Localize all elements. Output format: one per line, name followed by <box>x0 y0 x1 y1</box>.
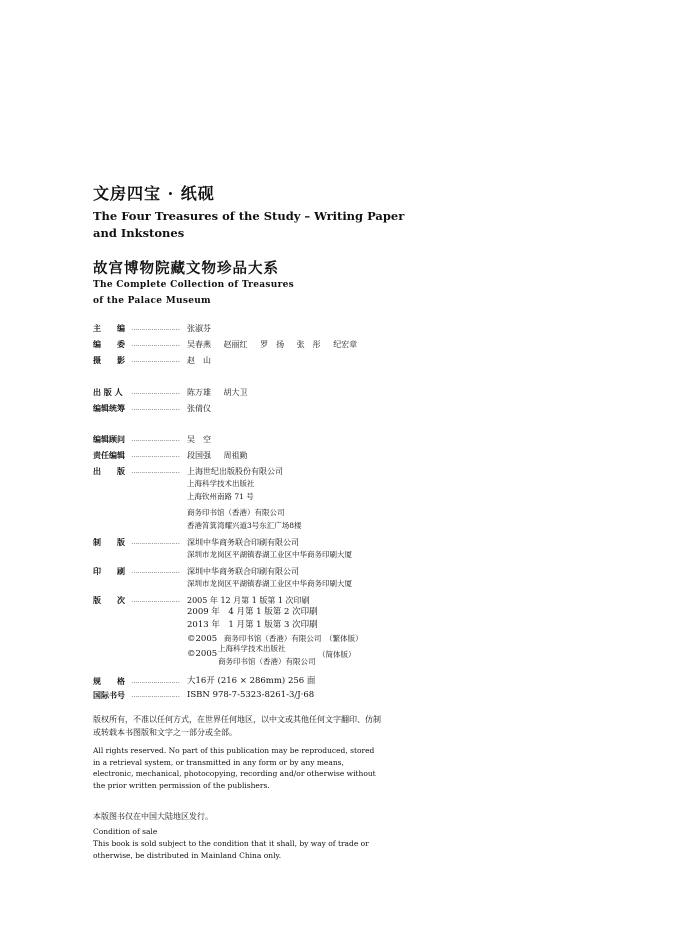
publisher-name: 胡大卫 <box>223 388 248 397</box>
leader-dots: …………………… <box>131 340 179 348</box>
book-title-chinese: 文房四宝 · 纸砚 <box>93 184 215 203</box>
sale-condition-text: This book is sold subject to the condition that it shall, by way of trade or otherwise, be distributed in Mainland China only. <box>93 839 369 860</box>
leader-dots: …………………… <box>131 356 179 364</box>
copyright-holder: 商务印书馆（香港）有限公司 （繁体版） <box>223 634 363 643</box>
credit-label: 规 格 <box>93 676 125 686</box>
leader-dots: …………………… <box>131 677 179 685</box>
credit-label: 编 委 <box>93 339 125 349</box>
leader-dots: …………………… <box>131 404 179 412</box>
credit-label: 制 版 <box>93 537 125 547</box>
leader-dots: …………………… <box>131 388 179 396</box>
publisher-2-name: 商务印书馆（香港）有限公司 <box>187 508 285 517</box>
board-member: 赵丽红 <box>223 340 248 349</box>
book-title-english-line2: and Inkstones <box>93 226 185 240</box>
credit-chief-editor <box>93 321 211 336</box>
leader-dots: …………………… <box>131 567 179 575</box>
credit-label: 国际书号 <box>93 690 125 700</box>
series-title-english-line2: of the Palace Museum <box>93 296 211 306</box>
board-member: 张 彤 <box>296 340 321 349</box>
credit-label: 责任编辑 <box>93 450 125 460</box>
credit-value <box>187 385 258 400</box>
leader-dots: …………………… <box>131 451 179 459</box>
credit-label: 版 次 <box>93 595 125 605</box>
copyright-notice-chinese: 版权所有，不准以任何方式，在世界任何地区，以中文或其他任何文字翻印、仿制或转载本书图版和文字之一部分或全部。 <box>93 715 381 737</box>
leader-dots: …………………… <box>131 435 179 443</box>
board-member: 纪宏章 <box>333 340 358 349</box>
board-member: 罗 扬 <box>260 340 285 349</box>
credit-value: 深圳中华商务联合印刷有限公司 <box>187 538 299 547</box>
publisher-2-address: 香港筲箕湾耀兴道3号东汇广场8楼 <box>187 521 302 530</box>
credit-value: 大16开 (216 × 286mm) 256 面 <box>187 676 316 686</box>
credit-publishing <box>93 464 283 479</box>
credit-coordination <box>93 401 211 416</box>
editor-name: 段国强 <box>187 451 211 460</box>
series-title-english-line1: The Complete Collection of Treasures <box>93 280 295 290</box>
publisher-name: 陈万雄 <box>187 388 211 397</box>
credit-value: ISBN 978-7-5323-8261-3/J·68 <box>187 690 315 700</box>
credit-editorial-board <box>93 337 367 352</box>
credit-isbn <box>93 688 314 703</box>
credit-value: 张倩仪 <box>187 404 211 413</box>
credit-value: 吴 空 <box>187 435 211 444</box>
leader-dots: …………………… <box>131 691 179 699</box>
credit-label: 摄 影 <box>93 355 125 365</box>
series-title-chinese: 故宫博物院藏文物珍品大系 <box>93 260 279 277</box>
leader-dots: …………………… <box>131 467 179 475</box>
copyright-simplified-year: ©2005 <box>187 649 218 659</box>
edition-line: 2009 年 4 月第 1 版第 2 次印刷 <box>187 607 318 617</box>
credit-label: 出 版 <box>93 466 125 476</box>
credit-label: 出 版 人 <box>93 387 123 397</box>
printer-address: 深圳市龙岗区平湖镇春湖工业区中华商务印刷大厦 <box>187 579 352 588</box>
edition-line: 2005 年 12 月第 1 版第 1 次印刷 <box>187 596 310 605</box>
leader-dots: …………………… <box>131 596 179 604</box>
credit-label: 编辑顾问 <box>93 434 125 444</box>
credit-photography <box>93 353 211 368</box>
copyright-simplified-holder-1: 上海科学技术出版社 <box>218 644 286 653</box>
plate-maker-address: 深圳市龙岗区平湖镇春湖工业区中华商务印刷大厦 <box>187 550 352 559</box>
publisher-sub-address: 上海钦州南路 71 号 <box>187 492 254 501</box>
credit-label: 编辑统筹 <box>93 403 125 413</box>
copyright-notice-english: All rights reserved. No part of this publication may be reproduced, stored in a retrieval system, or transmitted in any form or by any means, electronic, mechanical, photocopying, recording and/or otherwise without the prior written permission of the publishers. <box>93 746 376 790</box>
credit-format <box>93 674 315 689</box>
leader-dots: …………………… <box>131 324 179 332</box>
credit-value: 张淑芬 <box>187 324 211 333</box>
publisher-sub-name: 上海科学技术出版社 <box>187 479 255 488</box>
credit-value: 深圳中华商务联合印刷有限公司 <box>187 567 299 576</box>
copyright-simplified-holder-2: 商务印书馆（香港）有限公司 <box>218 657 316 666</box>
credit-responsible-editor <box>93 448 258 463</box>
credit-value: 上海世纪出版股份有限公司 <box>187 467 283 476</box>
leader-dots: …………………… <box>131 538 179 546</box>
copyright-year: ©2005 <box>187 634 218 644</box>
credit-label: 印 刷 <box>93 566 125 576</box>
credit-value <box>187 448 258 463</box>
credit-value: 赵 山 <box>187 356 211 365</box>
credit-printing <box>93 564 299 579</box>
credit-label: 主 编 <box>93 323 125 333</box>
board-member: 吴春燕 <box>187 340 211 349</box>
credit-value <box>187 337 367 352</box>
credit-plate-making <box>93 535 299 550</box>
sale-notice-chinese: 本版图书仅在中国大陆地区发行。 <box>93 812 213 821</box>
book-title-english-line1: The Four Treasures of the Study – Writing Paper <box>93 209 405 223</box>
credit-consultant <box>93 432 211 447</box>
copyright-simplified-note: （简体版） <box>318 650 356 659</box>
editor-name: 周祖勤 <box>223 451 248 460</box>
credit-publisher-person <box>93 385 258 400</box>
sale-condition-heading: Condition of sale <box>93 827 158 836</box>
edition-line: 2013 年 1 月第 1 版第 3 次印刷 <box>187 620 318 630</box>
